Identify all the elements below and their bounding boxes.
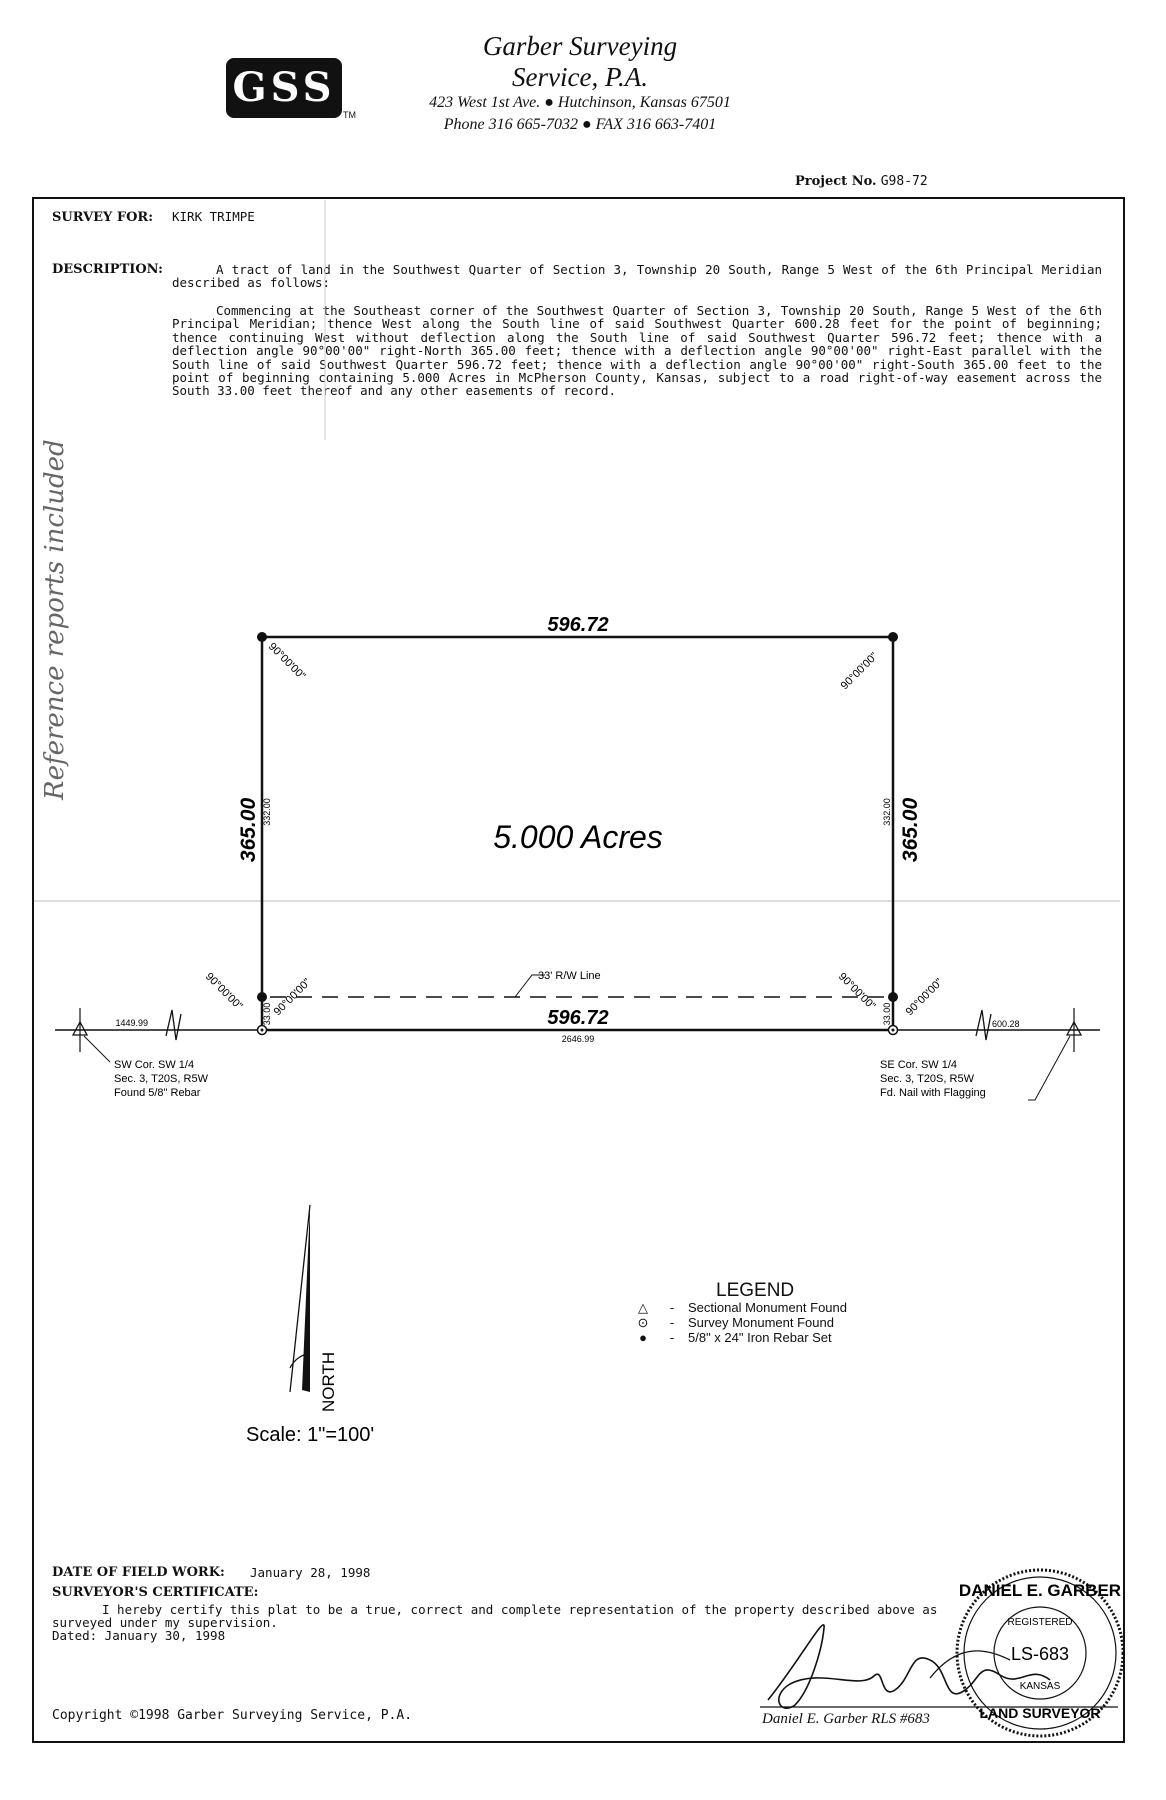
company-address: 423 West 1st Ave. ● Hutchinson, Kansas 67501 [429, 94, 731, 111]
angle-se-outer: 90°00'00" [903, 976, 946, 1019]
trademark-mark: TM [343, 110, 356, 120]
row-line-label: 33' R/W Line [538, 970, 601, 982]
legend-item [630, 1330, 832, 1345]
east-inner-dimension: 332.00 [882, 798, 892, 826]
legend-item [630, 1315, 834, 1331]
certificate-text: I hereby certify this plat to be a true, correct and complete representation of the property described above as surveyed under my supervision. [52, 1602, 938, 1631]
angle-sw-inner: 90°00'00" [271, 976, 314, 1019]
certificate-dated: Dated: January 30, 1998 [52, 1628, 226, 1643]
north-label: NORTH [319, 1351, 338, 1412]
scale-label: Scale: 1"=100' [246, 1424, 375, 1446]
legend-title: LEGEND [716, 1280, 795, 1301]
se-corner-line3: Fd. Nail with Flagging [880, 1087, 986, 1099]
seal-state: KANSAS [1019, 1681, 1061, 1692]
seal-registered: REGISTERED [1007, 1617, 1073, 1628]
angle-sw-outer: 90°00'00" [202, 970, 245, 1013]
legend-label: Survey Monument Found [688, 1315, 834, 1330]
seal-license: LS-683 [1010, 1644, 1070, 1664]
legend-dash: - [669, 1300, 675, 1315]
project-label: Project No. [795, 174, 877, 189]
legend-dash: - [669, 1330, 675, 1345]
west-row-dimension: 33.00 [262, 1002, 272, 1026]
west-dimension: 365.00 [237, 797, 260, 863]
company-phone: Phone 316 665-7032 ● FAX 316 663-7401 [443, 116, 717, 133]
triangle-icon: △ [638, 1300, 648, 1315]
west-break-mark [166, 1010, 181, 1040]
field-work-date: January 28, 1998 [250, 1565, 371, 1580]
bottom-dimension: 596.72 [547, 1007, 609, 1029]
survey-for-label: SURVEY FOR: [52, 210, 154, 225]
section-distance: 2646.99 [561, 1034, 595, 1044]
sw-corner-line3: Found 5/8" Rebar [114, 1087, 201, 1099]
east-row-dimension: 33.00 [882, 1002, 892, 1026]
rebar-set-sw-row [257, 992, 267, 1002]
east-break-mark [976, 1010, 991, 1040]
copyright: Copyright ©1998 Garber Surveying Service, P.A. [52, 1708, 413, 1723]
north-arrow-icon [290, 1205, 310, 1392]
top-dimension: 596.72 [547, 614, 609, 636]
sectional-monument-sw [73, 1008, 87, 1052]
description-label: DESCRIPTION: [52, 262, 163, 277]
surveyor-seal [957, 1570, 1123, 1736]
sw-corner-line1: SW Cor. SW 1/4 [114, 1059, 195, 1071]
survey-monument-sw-dot [261, 1029, 264, 1032]
sw-corner-line2: Sec. 3, T20S, R5W [114, 1073, 208, 1085]
west-inner-dimension: 332.00 [262, 798, 272, 826]
legend-label: 5/8" x 24" Iron Rebar Set [688, 1330, 832, 1345]
east-dimension: 365.00 [899, 797, 922, 863]
legend-dash: - [669, 1315, 675, 1330]
se-corner-line1: SE Cor. SW 1/4 [880, 1059, 958, 1071]
rebar-set-ne [888, 632, 898, 642]
rebar-set-se-row [888, 992, 898, 1002]
certificate-label: SURVEYOR'S CERTIFICATE: [52, 1585, 259, 1600]
surveyor-name: Daniel E. Garber RLS #683 [762, 1711, 930, 1727]
seal-bottom: LAND SURVEYOR [979, 1705, 1101, 1721]
west-distance: 1449.99 [115, 1018, 148, 1028]
se-corner-leader [1028, 1036, 1070, 1100]
circle-dot-icon: ⊙ [637, 1315, 649, 1330]
legend-item [630, 1300, 847, 1316]
company-name-line2: Service, P.A. [512, 62, 648, 92]
angle-nw: 90°00'00" [265, 640, 308, 683]
description-intro: A tract of land in the Southwest Quarter of Section 3, Township 20 South, Range 5 West of the 6th Principal Meridian described as follows: [172, 262, 1102, 291]
seal-name: DANIEL E. GARBER [958, 1581, 1122, 1600]
se-corner-line2: Sec. 3, T20S, R5W [880, 1073, 974, 1085]
rebar-set-nw [257, 632, 267, 642]
filled-dot-icon: ● [639, 1330, 647, 1345]
sw-corner-leader [84, 1036, 110, 1062]
angle-se-inner: 90°00'00" [835, 970, 878, 1013]
legend-label: Sectional Monument Found [688, 1300, 847, 1315]
east-distance: 600.28 [992, 1019, 1020, 1029]
angle-ne: 90°00'00" [838, 650, 881, 693]
company-logo: GSS [226, 58, 342, 118]
survey-for-value: KIRK TRIMPE [172, 209, 255, 224]
surveyor-signature [760, 1625, 1118, 1708]
sectional-monument-se [1067, 1008, 1081, 1052]
handwritten-note: Reference reports included [40, 439, 70, 800]
company-name-line1: Garber Surveying [482, 31, 678, 61]
parcel-area: 5.000 Acres [493, 819, 663, 855]
description-legal: Commencing at the Southeast corner of the Southwest Quarter of Section 3, Township 20 South, Range 5 West of the 6th Principal Meridian; thence West along the South line of said Southwest Quarter 600.28 feet for the point of beginning; thence continuing West without deflection along the South line of said Southwest Quarter 596.72 feet; thence with a deflection angle 90°00'00" right-North 365.00 feet; thence with a deflection angle 90°00'00" right-East parallel with the South line of said Southwest Quarter 596.72 feet; thence with a deflection angle 90°00'00" right-South 365.00 feet to the point of beginning containing 5.000 Acres in McPherson County, Kansas, subject to a road right-of-way easement across the South 33.00 feet thereof and any other easements of record. [172, 303, 1102, 399]
survey-monument-se-dot [892, 1029, 895, 1032]
project-value: G98-72 [880, 174, 928, 189]
field-work-date-label: DATE OF FIELD WORK: [52, 1565, 225, 1580]
